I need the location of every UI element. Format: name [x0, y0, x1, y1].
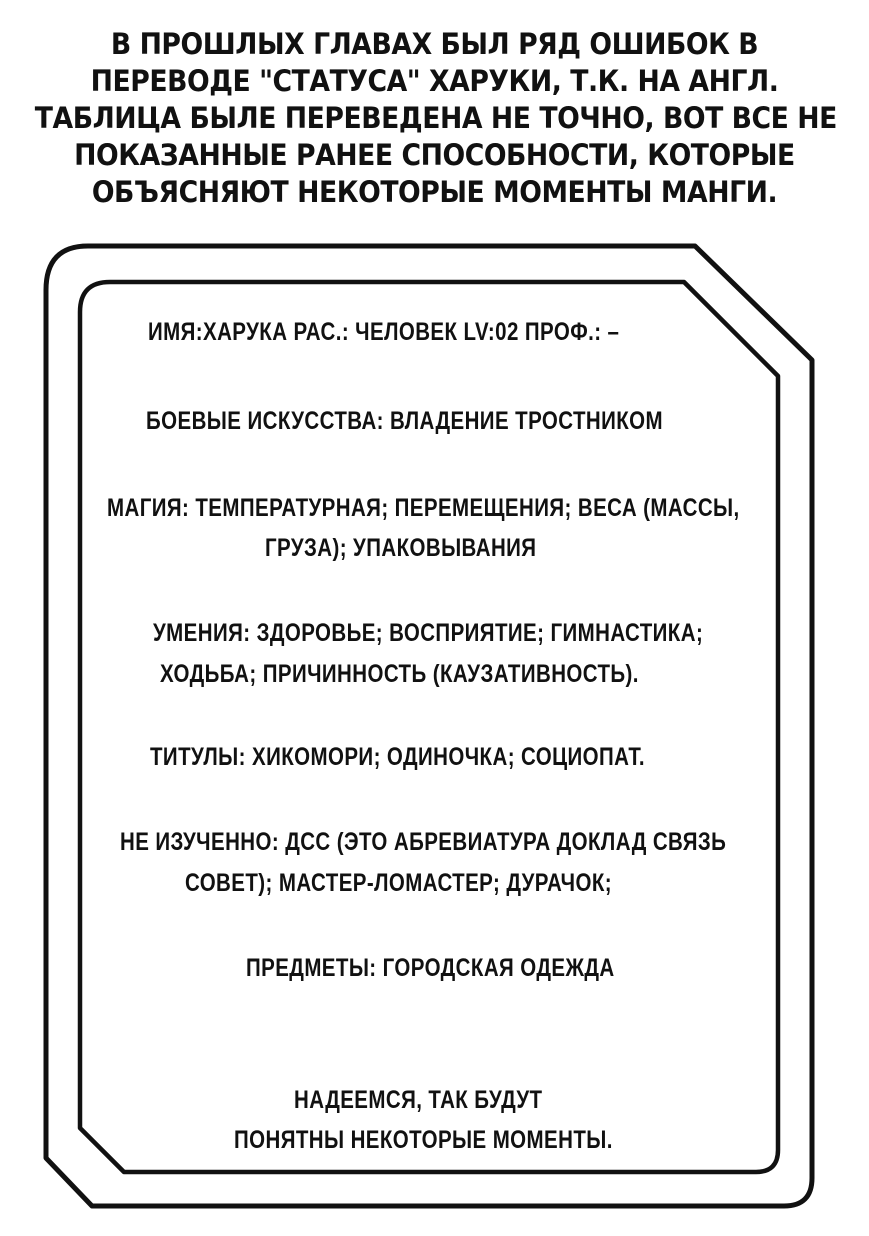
martial-arts-line: БОЕВЫЕ ИСКУССТВА: ВЛАДЕНИЕ ТРОСТНИКОМ [146, 407, 664, 435]
note-line: ПЕРЕВОДЕ "СТАТУСА" ХАРУКИ, Т.К. НА АНГЛ. [90, 64, 779, 98]
note-line: ПОКАЗАННЫЕ РАНЕЕ СПОСОБНОСТИ, КОТОРЫЕ [74, 138, 795, 172]
skills-line-2: ХОДЬБА; ПРИЧИННОСТЬ (КАУЗАТИВНОСТЬ). [160, 660, 639, 688]
skills-line-1: УМЕНИЯ: ЗДОРОВЬЕ; ВОСПРИЯТИЕ; ГИМНАСТИКА; [153, 619, 704, 647]
note-line: В ПРОШЛЫХ ГЛАВАХ БЫЛ РЯД ОШИБОК В [110, 27, 759, 61]
magic-line-1: МАГИЯ: ТЕМПЕРАТУРНАЯ; ПЕРЕМЕЩЕНИЯ; ВЕСА (МАССЫ, [107, 494, 740, 522]
name-race-level-line: ИМЯ:ХАРУКА РАС.: ЧЕЛОВЕК LV:02 ПРОФ.: – [148, 318, 620, 346]
magic-line-2: ГРУЗА); УПАКОВЫВАНИЯ [265, 534, 537, 562]
note-line: ТАБЛИЦА БЫЛЕ ПЕРЕВЕДЕНА НЕ ТОЧНО, ВОТ ВСЕ НЕ [34, 101, 837, 135]
footer-line-2: ПОНЯТНЫ НЕКОТОРЫЕ МОМЕНТЫ. [234, 1126, 613, 1154]
unknown-line-1: НЕ ИЗУЧЕННО: ДСС (ЭТО АБРЕВИАТУРА ДОКЛАД СВЯЗЬ [120, 828, 727, 856]
items-line: ПРЕДМЕТЫ: ГОРОДСКАЯ ОДЕЖДА [246, 954, 615, 982]
titles-line: ТИТУЛЫ: ХИКОМОРИ; ОДИНОЧКА; СОЦИОПАТ. [150, 743, 646, 771]
unknown-line-2: СОВЕТ); МАСТЕР-ЛОМАСТЕР; ДУРАЧОК; [185, 869, 613, 897]
note-line: ОБЪЯСНЯЮТ НЕКОТОРЫЕ МОМЕНТЫ МАНГИ. [91, 175, 778, 209]
footer-line-1: НАДЕЕМСЯ, ТАК БУДУТ [294, 1086, 543, 1114]
